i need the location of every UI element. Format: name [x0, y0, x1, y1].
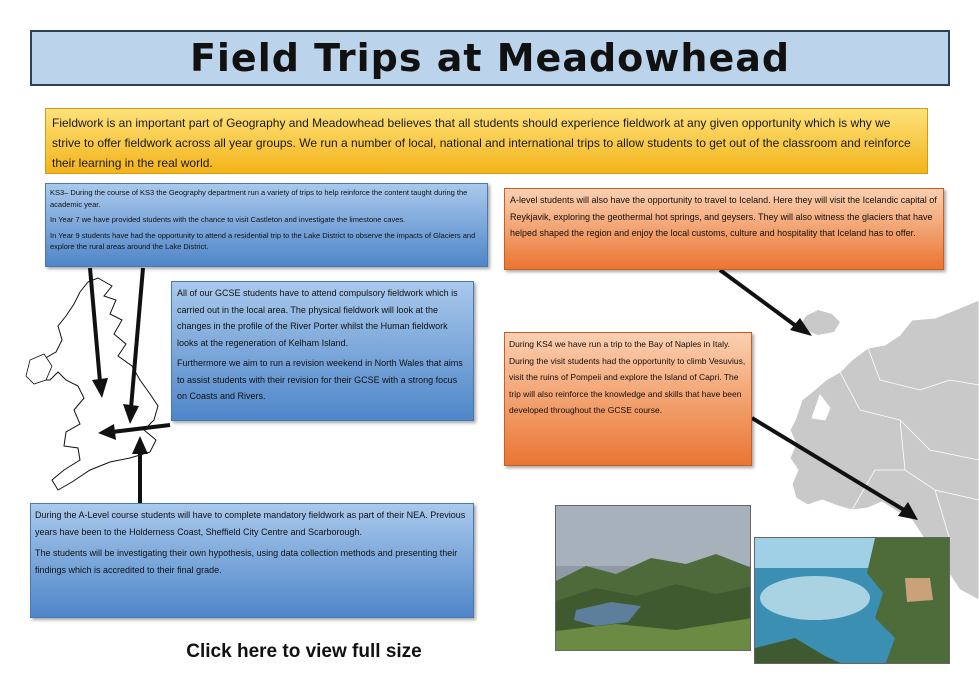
alevel-text-1: During the A-Level course students will have to complete mandatory fieldwork as part of their NEA. Previous years have been to the Holderness Coast, Sheffield City Centre and Scarborough.: [35, 510, 466, 537]
gcse-text-1: All of our GCSE students have to attend compulsory fieldwork which is carried out in the local area. The physical fieldwork will look at the changes in the profile of the River Porter whilst the Human fieldwork looks at the regeneration of Kelham Island.: [177, 288, 458, 348]
alevel-text-2: The students will be investigating their own hypothesis, using data collection methods and presenting their findings which is accredited to their final grade.: [35, 548, 458, 575]
ks3-text-1: KS3– During the course of KS3 the Geography department run a variety of trips to help reinforce the content taught during the academic year.: [50, 188, 468, 209]
gcse-box: [171, 281, 474, 421]
page-title: Field Trips at Meadowhead: [189, 36, 791, 80]
view-full-size-link[interactable]: Click here to view full size: [186, 641, 422, 662]
naples-box: [504, 332, 752, 466]
iceland-text: A-level students will also have the opportunity to travel to Iceland. Here they will visit the Icelandic capital of Reykjavik, exploring the geothermal hot springs, and geysers. They will also witness the glaciers that have helped shaped the region and enjoy the local customs, culture and hospitality that Iceland has to offer.: [510, 195, 937, 238]
page-title-banner: [30, 30, 950, 86]
naples-text: During KS4 we have run a trip to the Bay of Naples in Italy. During the visit students had the opportunity to climb Vesuvius, visit the ruins of Pompeii and explore the Island of Capri. The trip will also reinforce the knowledge and skills that have been developed throughout the GCSE course.: [509, 339, 746, 415]
amalfi-coast-photo: [754, 537, 950, 664]
ks3-text-2: In Year 7 we have provided students with the chance to visit Castleton and investigate the limestone caves.: [50, 215, 406, 224]
alevel-local-box: [30, 503, 474, 618]
gcse-text-2: Furthermore we aim to run a revision weekend in North Wales that aims to assist students with their revision for their GCSE with a strong focus on Coasts and Rivers.: [177, 358, 463, 401]
ks3-box: [45, 183, 488, 267]
intro-box: [45, 108, 928, 174]
lake-district-photo: [555, 505, 751, 651]
iceland-box: [504, 188, 944, 270]
intro-text: Fieldwork is an important part of Geography and Meadowhead believes that all students should experience fieldwork at any given opportunity which is why we strive to offer fieldwork across all year groups. We run a number of local, national and international trips to allow students to get out of the classroom and reinforce their learning in the real world.: [52, 116, 911, 170]
ks3-text-3: In Year 9 students have had the opportunity to attend a residential trip to the Lake District to observe the impacts of Glaciers and explore the rural areas around the Lake District.: [50, 230, 476, 251]
